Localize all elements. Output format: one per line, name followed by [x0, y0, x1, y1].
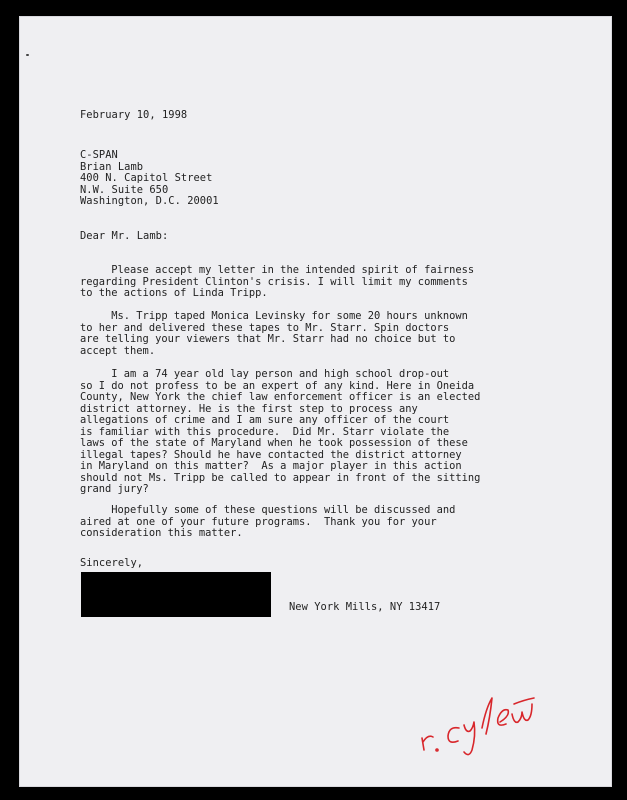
paragraph-2	[80, 311, 468, 357]
paragraph-line: Ms. Tripp taped Monica Levinsky for some 20 hours unknown	[80, 310, 468, 322]
paragraph-line: is familiar with this procedure. Did Mr. Starr violate the	[80, 425, 450, 438]
paragraph-line: in Maryland on this matter? As a major player in this action	[80, 460, 462, 472]
salutation: Dear Mr. Lamb:	[80, 230, 169, 242]
recipient-city: Washington, D.C. 20001	[80, 195, 219, 207]
letter-page	[19, 16, 612, 787]
letter-date: February 10, 1998	[80, 109, 188, 121]
paragraph-3	[80, 369, 480, 496]
paragraph-line: County, New York the chief law enforcement officer is an elected	[80, 391, 481, 403]
paragraph-line: district attorney. He is the first step to process any	[80, 402, 418, 415]
paragraph-line: should not Ms. Tripp be called to appear in front of the sitting	[80, 471, 481, 484]
paragraph-line: to her and delivered these tapes to Mr. Starr. Spin doctors	[80, 321, 450, 334]
recipient-name: Brian Lamb	[80, 161, 144, 173]
paragraph-line: consideration this matter.	[80, 527, 243, 539]
recipient-suite: N.W. Suite 650	[80, 184, 169, 196]
paragraph-line: I am a 74 year old lay person and high school drop-out	[80, 368, 450, 380]
paragraph-line: Hopefully some of these questions will be discussed and	[80, 504, 456, 516]
paragraph-line: regarding President Clinton's crisis. I will limit my comments	[80, 275, 468, 288]
paragraph-line: to the actions of Linda Tripp.	[80, 287, 268, 299]
paragraph-line: so I do not profess to be an expert of any kind. Here in Oneida	[80, 379, 475, 392]
paragraph-4	[80, 505, 455, 540]
paragraph-line: aired at one of your future programs. Thank you for your	[80, 515, 437, 528]
recipient-org: C-SPAN	[80, 149, 118, 161]
redacted-signature-block	[81, 572, 271, 617]
recipient-street: 400 N. Capitol Street	[80, 172, 213, 184]
paragraph-line: laws of the state of Maryland when he took possession of these	[80, 437, 468, 449]
paragraph-line: are telling your viewers that Mr. Starr had no choice but to	[80, 333, 456, 345]
closing: Sincerely,	[80, 557, 144, 569]
paragraph-line: accept them.	[80, 344, 156, 357]
paragraph-line: Please accept my letter in the intended spirit of fairness	[80, 264, 475, 276]
paper-speck	[26, 54, 29, 56]
handwritten-annotation	[414, 678, 574, 758]
paragraph-line: allegations of crime and I am sure any officer of the court	[80, 414, 450, 426]
sender-location: New York Mills, NY 13417	[289, 601, 441, 613]
paragraph-1	[80, 265, 474, 300]
paragraph-line: grand jury?	[80, 483, 149, 495]
paragraph-line: illegal tapes? Should he have contacted the district attorney	[80, 448, 462, 461]
